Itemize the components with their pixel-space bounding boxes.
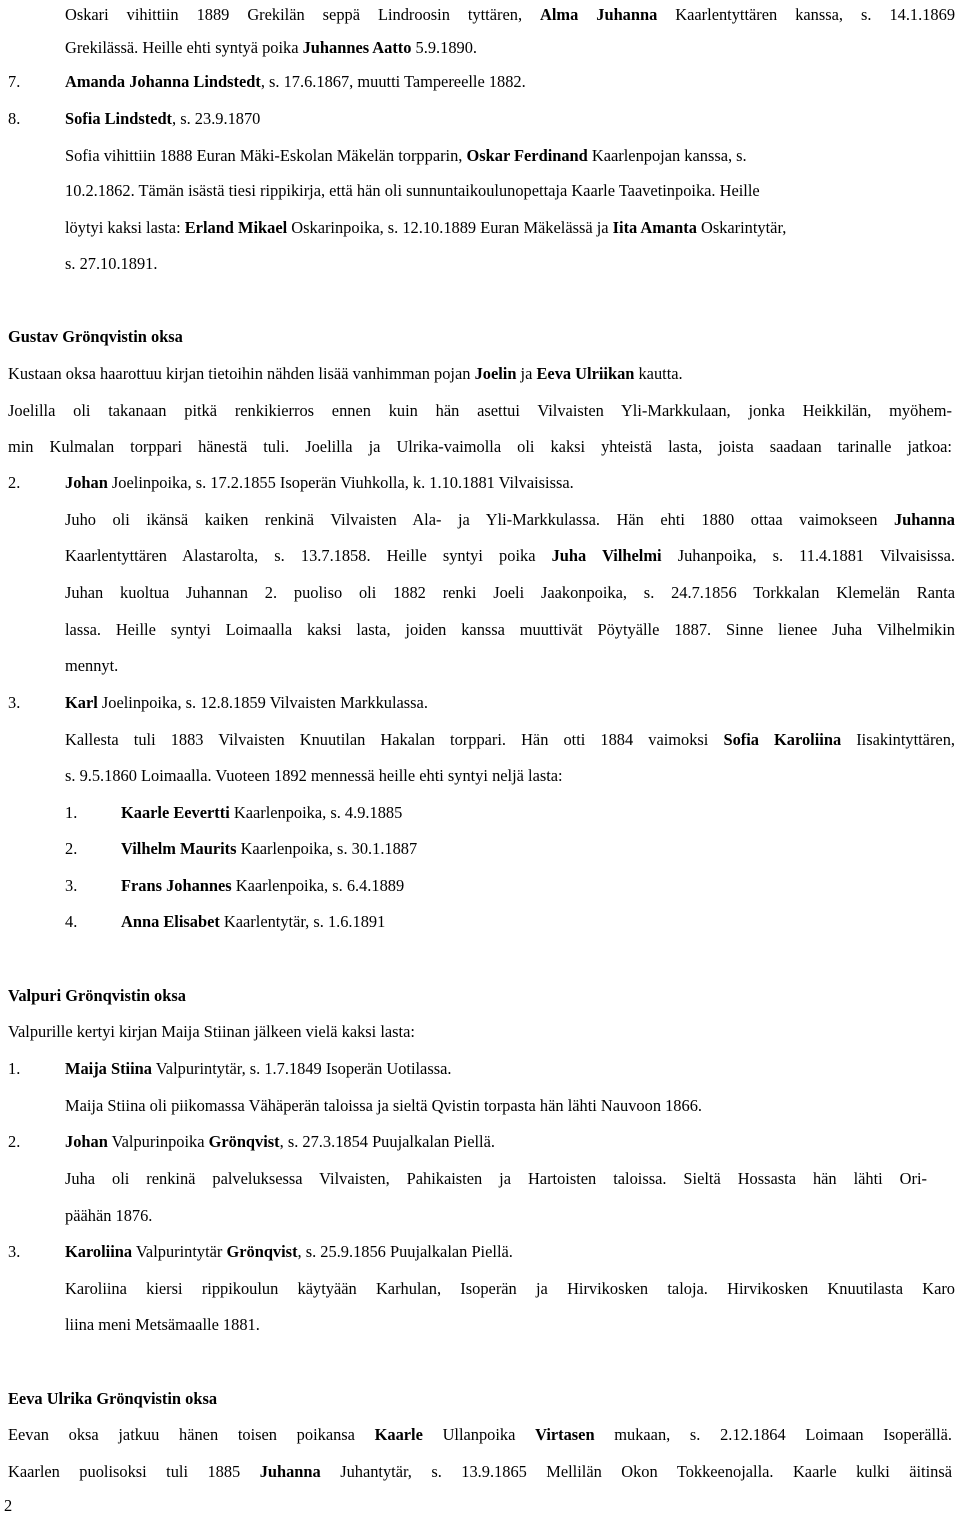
text-run: Kaarlen puolisoksi tuli 1885	[8, 1462, 260, 1481]
text-run: min Kulmalan torppari hänestä tuli. Joelilla ja Ulrika-vaimolla oli kaksi yhteistä lasta, joista saadaan tarinalle jatkoa:	[8, 437, 952, 456]
bold-name: Anna Elisabet	[121, 912, 220, 931]
list-number: 3.	[8, 693, 21, 712]
text-run: , s. 23.9.1870	[172, 109, 261, 128]
bold-name: Kaarle	[374, 1425, 423, 1444]
text-run: , s. 27.3.1854 Puujalkalan Piellä.	[279, 1132, 495, 1151]
bold-name: Kaarle Eevertti	[121, 803, 230, 822]
text-line	[121, 876, 404, 896]
text-run: Valpurinpoika	[107, 1132, 209, 1151]
bold-name: Juhannes Aatto	[302, 38, 412, 57]
text-run: mennyt.	[65, 656, 119, 675]
section-heading	[8, 1389, 217, 1409]
text-run: Oskarinpoika, s. 12.10.1889 Euran Mäkelässä ja	[287, 218, 613, 237]
bold-name: Johan	[65, 1132, 108, 1151]
text-run: Joelinpoika, s. 12.8.1859 Vilvaisten Markkulassa.	[97, 693, 428, 712]
text-run: Joelilla oli takanaan pitkä renkikierros ennen kuin hän asettui Vilvaisten Yli-Markkulaan, jonka Heikkilän, myöhem-	[8, 401, 952, 420]
text-line	[65, 38, 477, 58]
bold-name: Juhanna	[893, 510, 955, 529]
text-run: Juha oli renkinä palveluksessa Vilvaisten, Pahikaisten ja Hartoisten taloissa. Sieltä Hossasta hän lähti Ori-	[65, 1169, 927, 1188]
text-run: Iisakintyttären,	[841, 730, 955, 749]
text-line	[65, 1242, 513, 1262]
text-run: Kaarlenpoika, s. 4.9.1885	[229, 803, 403, 822]
text-line	[65, 583, 955, 603]
text-line	[8, 437, 952, 457]
text-run: , s. 17.6.1867, muutti Tampereelle 1882.	[260, 72, 526, 91]
text-run: Oskari vihittiin 1889 Grekilän seppä Lindroosin tyttären,	[65, 5, 541, 24]
text-run: 10.2.1862. Tämän isästä tiesi rippikirja, että hän oli sunnuntaikoulunopettaja Kaarle Taavetinpoika. Heille	[65, 181, 760, 200]
text-run: Gustav Grönqvistin oksa	[8, 327, 183, 346]
section-heading	[8, 327, 183, 347]
bold-name: Johan	[65, 473, 108, 492]
list-number: 4.	[65, 912, 78, 931]
text-line	[8, 1425, 952, 1445]
text-line	[65, 1096, 702, 1116]
text-run: Valpurintytär	[132, 1242, 227, 1261]
text-line	[121, 803, 402, 823]
text-line	[65, 1206, 152, 1226]
text-run: s. 27.10.1891.	[65, 254, 158, 273]
text-line	[65, 72, 526, 92]
text-line	[65, 766, 563, 786]
bold-name: Grönqvist	[208, 1132, 280, 1151]
text-line	[65, 730, 955, 750]
bold-name: Sofia Karoliina	[723, 730, 842, 749]
list-number: 2.	[8, 1132, 21, 1151]
list-number: 2.	[8, 473, 21, 492]
text-run: Juhantytär, s. 13.9.1865 Mellilän Okon Tokkeenojalla. Kaarle kulki äitinsä	[320, 1462, 953, 1481]
text-run: Juho oli ikänsä kaiken renkinä Vilvaisten Ala- ja Yli-Markkulassa. Hän ehti 1880 ottaa vaimokseen	[65, 510, 894, 529]
text-run: Sofia vihittiin 1888 Euran Mäki-Eskolan Mäkelän torpparin,	[65, 146, 467, 165]
text-line	[65, 546, 955, 566]
text-run: Maija Stiina oli piikomassa Vähäperän taloissa ja sieltä Qvistin torpasta hän lähti Nauvoon 1866.	[65, 1096, 702, 1115]
text-run: löytyi kaksi lasta:	[65, 218, 185, 237]
text-run: Valpurille kertyi kirjan Maija Stiinan jälkeen vielä kaksi lasta:	[8, 1022, 415, 1041]
bold-name: Iita Amanta	[612, 218, 697, 237]
text-line	[121, 912, 385, 932]
list-number: 1.	[8, 1059, 21, 1078]
text-line	[65, 620, 955, 640]
text-run: Kaarlentyttären Alastarolta, s. 13.7.1858. Heille syntyi poika	[65, 546, 552, 565]
text-run: Juhanpoika, s. 11.4.1881 Vilvaisissa.	[661, 546, 956, 565]
text-line	[65, 510, 955, 530]
text-line	[65, 1169, 927, 1189]
bold-name: Virtasen	[535, 1425, 595, 1444]
bold-name: Frans Johannes	[121, 876, 232, 895]
list-number: 1.	[65, 803, 78, 822]
text-line	[8, 1462, 952, 1482]
text-run: , s. 25.9.1856 Puujalkalan Piellä.	[297, 1242, 513, 1261]
list-number: 2.	[65, 839, 78, 858]
bold-name: Joelin	[474, 364, 517, 383]
bold-name: Juhanna	[259, 1462, 321, 1481]
text-run: Kaarlentytär, s. 1.6.1891	[219, 912, 386, 931]
text-line	[65, 1315, 260, 1335]
list-number: 8.	[8, 109, 21, 128]
text-run: Kaarlentyttären kanssa, s. 14.1.1869	[657, 5, 956, 24]
bold-name: Oskar Ferdinand	[466, 146, 588, 165]
text-line	[65, 1279, 955, 1299]
text-line	[121, 839, 417, 859]
text-line	[65, 656, 118, 676]
text-line	[8, 401, 952, 421]
text-line	[65, 473, 574, 493]
text-run: päähän 1876.	[65, 1206, 153, 1225]
text-line	[65, 1059, 451, 1079]
text-run: kautta.	[634, 364, 683, 383]
text-line	[65, 146, 747, 166]
text-run: Valpuri Grönqvistin oksa	[8, 986, 186, 1005]
bold-name: Alma Juhanna	[540, 5, 658, 24]
text-run: mukaan, s. 2.12.1864 Loimaan Isoperällä.	[594, 1425, 952, 1444]
text-run: lassa. Heille syntyi Loimaalla kaksi lasta, joiden kanssa muuttivät Pöytyälle 1887. Sinne lienee Juha Vilhelmikin	[65, 620, 955, 639]
bold-name: Grönqvist	[226, 1242, 298, 1261]
text-line	[65, 1132, 495, 1152]
bold-name: Karl	[65, 693, 98, 712]
bold-name: Karoliina	[65, 1242, 133, 1261]
text-line	[65, 181, 760, 201]
text-run: Valpurintytär, s. 1.7.1849 Isoperän Uotilassa.	[151, 1059, 452, 1078]
bold-name: Eeva Ulriikan	[536, 364, 635, 383]
bold-name: Sofia Lindstedt	[65, 109, 173, 128]
text-run: 5.9.1890.	[411, 38, 478, 57]
bold-name: Juha Vilhelmi	[551, 546, 662, 565]
text-line	[8, 364, 683, 384]
bold-name: Vilhelm Maurits	[121, 839, 237, 858]
list-number: 3.	[65, 876, 78, 895]
text-run: Grekilässä. Heille ehti syntyä poika	[65, 38, 303, 57]
text-run: Kustaan oksa haarottuu kirjan tietoihin nähden lisää vanhimman pojan	[8, 364, 475, 383]
text-run: Juhan kuoltua Juhannan 2. puoliso oli 1882 renki Joeli Jaakonpoika, s. 24.7.1856 Torkkalan Klemelän Ranta	[65, 583, 955, 602]
section-heading	[8, 986, 186, 1006]
text-run: ja	[516, 364, 537, 383]
text-line	[65, 254, 157, 274]
text-run: Eevan oksa jatkuu hänen toisen poikansa	[8, 1425, 375, 1444]
text-run: Oskarintytär,	[696, 218, 787, 237]
text-line	[65, 5, 955, 25]
text-run: s. 9.5.1860 Loimaalla. Vuoteen 1892 mennessä heille ehti syntyi neljä lasta:	[65, 766, 563, 785]
bold-name: Amanda Johanna Lindstedt	[65, 72, 261, 91]
text-run: Eeva Ulrika Grönqvistin oksa	[8, 1389, 218, 1408]
text-run: Joelinpoika, s. 17.2.1855 Isoperän Viuhkolla, k. 1.10.1881 Vilvaisissa.	[107, 473, 574, 492]
text-run: Ullanpoika	[422, 1425, 536, 1444]
text-line	[8, 1022, 415, 1042]
list-number: 3.	[8, 1242, 21, 1261]
bold-name: Erland Mikael	[184, 218, 288, 237]
text-run: liina meni Metsämaalle 1881.	[65, 1315, 260, 1334]
text-run: Kaarlenpoika, s. 6.4.1889	[231, 876, 405, 895]
text-run: Karoliina kiersi rippikoulun käytyään Karhulan, Isoperän ja Hirvikosken taloja. Hirvikosken Knuutilasta Karo	[65, 1279, 955, 1298]
bold-name: Maija Stiina	[65, 1059, 152, 1078]
text-line	[65, 693, 428, 713]
text-run: Kaarlenpoika, s. 30.1.1887	[236, 839, 418, 858]
list-number: 7.	[8, 72, 21, 91]
text-run: Kallesta tuli 1883 Vilvaisten Knuutilan Hakalan torppari. Hän otti 1884 vaimoksi	[65, 730, 724, 749]
text-line	[65, 218, 786, 238]
page-number: 2	[4, 1496, 13, 1515]
text-run: Kaarlenpojan kanssa, s.	[587, 146, 747, 165]
text-line	[65, 109, 260, 129]
